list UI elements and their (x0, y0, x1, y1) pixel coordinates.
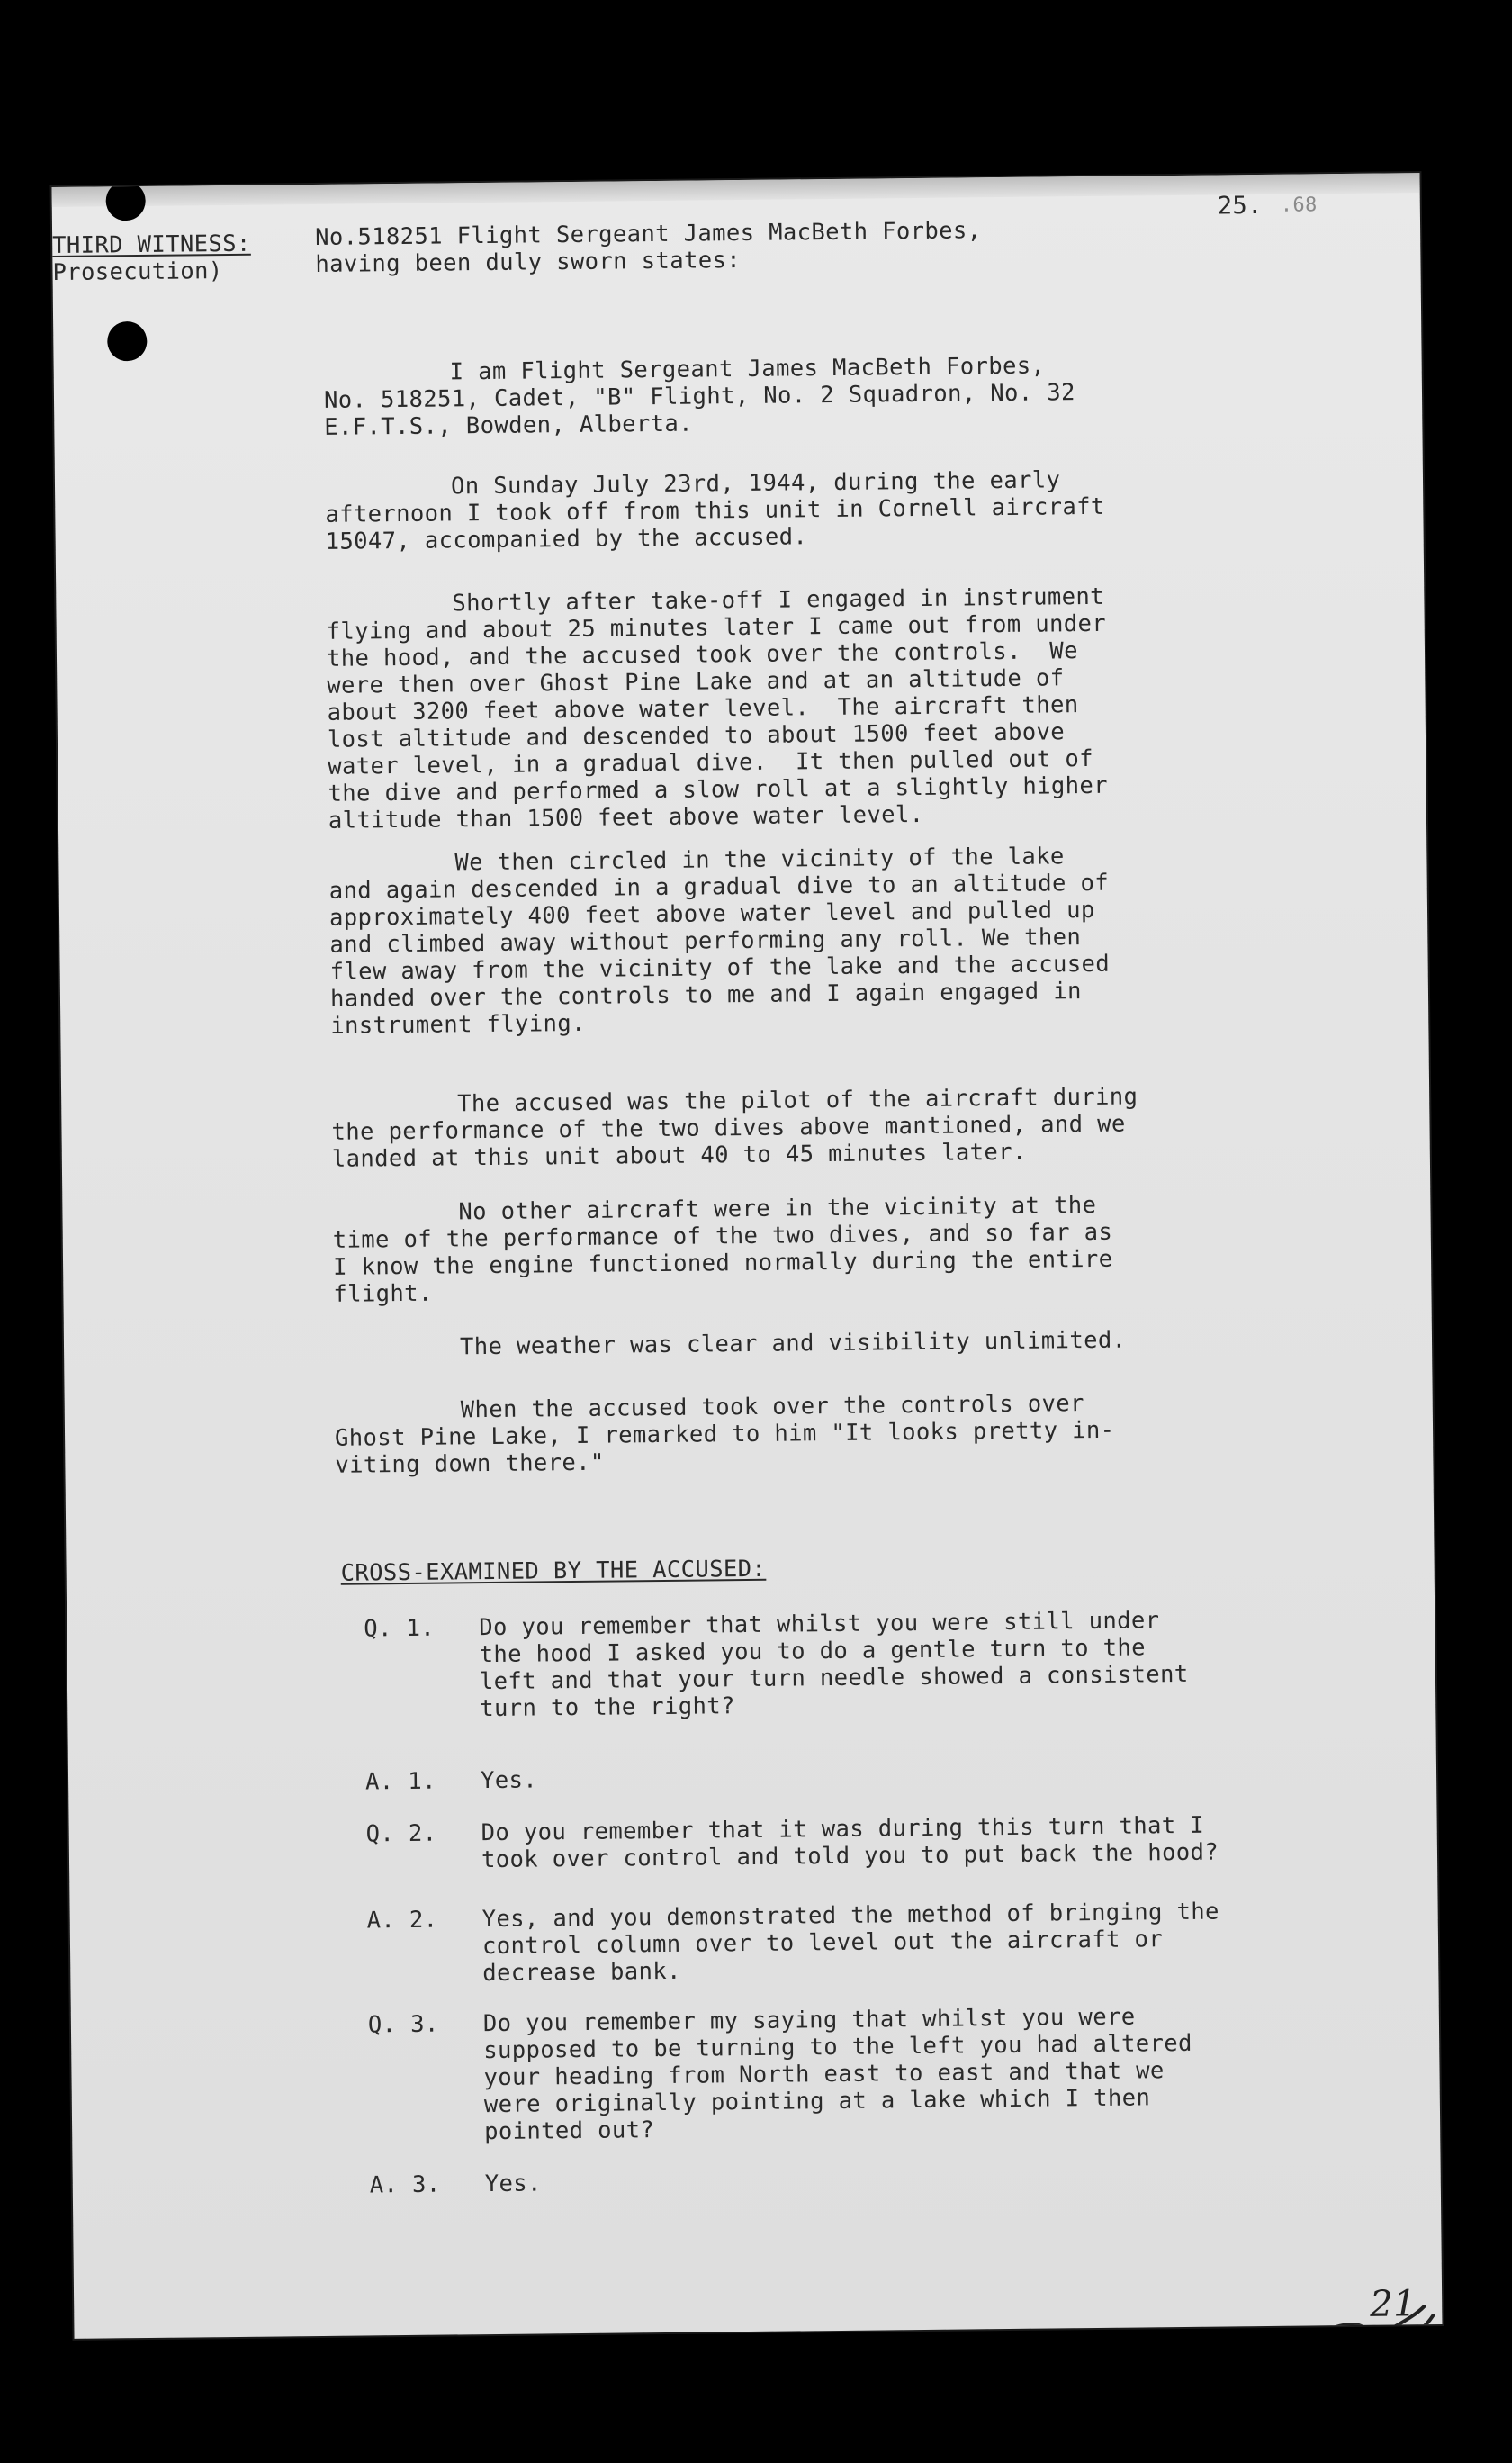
punch-hole-top (105, 181, 145, 221)
paragraph-line: and again descended in a gradual dive to an altitude of (328, 869, 1110, 905)
qa-line: Yes, and you demonstrated the method of bringing the (482, 1898, 1220, 1934)
paragraph-line: I am Flight Sergeant James MacBeth Forbes, (449, 352, 1046, 386)
paragraph-line: No other aircraft were in the vicinity at the (458, 1191, 1097, 1226)
paragraph-line: the performance of the two dives above mantioned, and we (331, 1110, 1126, 1146)
qa-label: A. 3. (369, 2170, 441, 2199)
testimony-paragraph (334, 1327, 1127, 1362)
paragraph-line: water level, in a gradual dive. It then pulled out of (328, 744, 1094, 780)
paragraph-line: the dive and performed a slow roll at a slightly higher (328, 771, 1109, 807)
paragraph-line: flying and about 25 minutes later I came out from under (326, 609, 1107, 645)
witness-label: THIRD WITNESS: (52, 230, 251, 260)
qa-line: the hood I asked you to do a gentle turn to the (479, 1634, 1147, 1669)
qa-text (481, 1766, 537, 1794)
paragraph-line: handed over the controls to me and I again engaged in (329, 978, 1082, 1013)
qa-label: A. 1. (364, 1767, 437, 1796)
testimony-paragraph (331, 1083, 1138, 1172)
qa-line: Yes. (484, 2170, 542, 2198)
document-page (52, 173, 1443, 2339)
paragraph-line: lost altitude and descended to about 1500 feet above (327, 718, 1066, 753)
qa-line: decrease bank. (482, 1957, 682, 1988)
qa-text (479, 1607, 1189, 1722)
witness-sub-label: Prosecution) (52, 257, 223, 287)
paragraph-line: approximately 400 feet above water level and pulled up (328, 896, 1095, 932)
paragraph-line: viting down there." (335, 1448, 605, 1479)
paragraph-line: altitude than 1500 feet above water level. (328, 800, 924, 835)
qa-label: Q. 3. (367, 2010, 439, 2039)
qa-label: Q. 2. (365, 1819, 437, 1848)
paragraph-line: We then circled in the vicinity of the lake (454, 843, 1065, 877)
testimony-paragraph (328, 843, 1111, 1040)
paragraph-line: 15047, accompanied by the accused. (325, 523, 808, 555)
paragraph-line: On Sunday July 23rd, 1944, during the early (450, 466, 1061, 501)
paragraph-line: afternoon I took off from this unit in Cornell aircraft (325, 492, 1105, 528)
qa-text (485, 2170, 542, 2197)
qa-line: your heading from North east to east and that we (483, 2057, 1165, 2092)
witness-header-line-2: having been duly sworn states: (315, 247, 742, 278)
qa-line: Do you remember my saying that whilst you were (482, 2003, 1136, 2038)
paragraph-line: instrument flying. (330, 1009, 586, 1040)
page-number-faint: .68 (1280, 194, 1318, 217)
testimony-paragraph (324, 352, 1076, 441)
paragraph-line: landed at this unit about 40 to 45 minutes later. (331, 1138, 1027, 1173)
qa-label: Q. 1. (364, 1614, 436, 1643)
paragraph-line: and climbed away without performing any roll. We then (329, 924, 1082, 959)
qa-text (482, 1899, 1220, 1988)
qa-line: Do you remember that whilst you were still under (479, 1607, 1160, 1642)
qa-line: were originally pointing at a lake which I then (483, 2084, 1151, 2119)
paragraph-line: flight. (333, 1279, 433, 1308)
paragraph-line: were then over Ghost Pine Lake and at an altitude of (327, 664, 1065, 699)
page-number: 25. (1217, 191, 1263, 221)
qa-line: took over control and told you to put back the hood? (481, 1838, 1220, 1874)
qa-line: left and that your turn needle showed a consistent (479, 1660, 1189, 1696)
qa-line: control column over to level out the aircraft or (482, 1926, 1164, 1961)
paragraph-line: flew away from the vicinity of the lake and the accused (329, 950, 1111, 986)
page-top-shadow (52, 173, 1420, 207)
paragraph-line: When the accused took over the controls over (460, 1390, 1085, 1424)
paragraph-line: about 3200 feet above water level. The aircraft then (327, 691, 1079, 726)
qa-line: supposed to be turning to the left you had altered (483, 2029, 1192, 2065)
qa-line: pointed out? (484, 2116, 655, 2146)
testimony-paragraph (332, 1192, 1113, 1308)
qa-text (482, 1812, 1220, 1874)
paragraph-line: I know the engine functioned normally during the entire (332, 1245, 1113, 1281)
testimony-paragraph (335, 1390, 1115, 1479)
paragraph-line: E.F.T.S., Bowden, Alberta. (324, 410, 694, 441)
paragraph-line: The accused was the pilot of the aircraft during (457, 1083, 1138, 1118)
paragraph-line: time of the performance of the two dives, and so far as (332, 1218, 1113, 1254)
margin-handwritten-mark: 21 (1369, 2283, 1418, 2325)
witness-header-line-1: No.518251 Flight Sergeant James MacBeth Forbes, (314, 217, 982, 251)
qa-line: Yes. (480, 1766, 538, 1795)
punch-hole-upper (107, 321, 147, 361)
qa-label: A. 2. (366, 1906, 438, 1935)
paragraph-line: Ghost Pine Lake, I remarked to him "It looks pretty in- (334, 1416, 1115, 1452)
qa-text (483, 2003, 1193, 2145)
paragraph-line: the hood, and the accused took over the controls. We (326, 637, 1079, 672)
paragraph-line: Shortly after take-off I engaged in instrument (452, 582, 1105, 618)
testimony-paragraph (325, 466, 1105, 555)
qa-line: turn to the right? (480, 1692, 735, 1723)
testimony-paragraph (326, 583, 1108, 835)
paragraph-line: No. 518251, Cadet, "B" Flight, No. 2 Squadron, No. 32 (323, 379, 1076, 414)
paragraph-line: The weather was clear and visibility unlimited. (459, 1326, 1127, 1361)
qa-line: Do you remember that it was during this turn that I (481, 1811, 1205, 1847)
cross-exam-heading: CROSS-EXAMINED BY THE ACCUSED: (340, 1555, 767, 1587)
